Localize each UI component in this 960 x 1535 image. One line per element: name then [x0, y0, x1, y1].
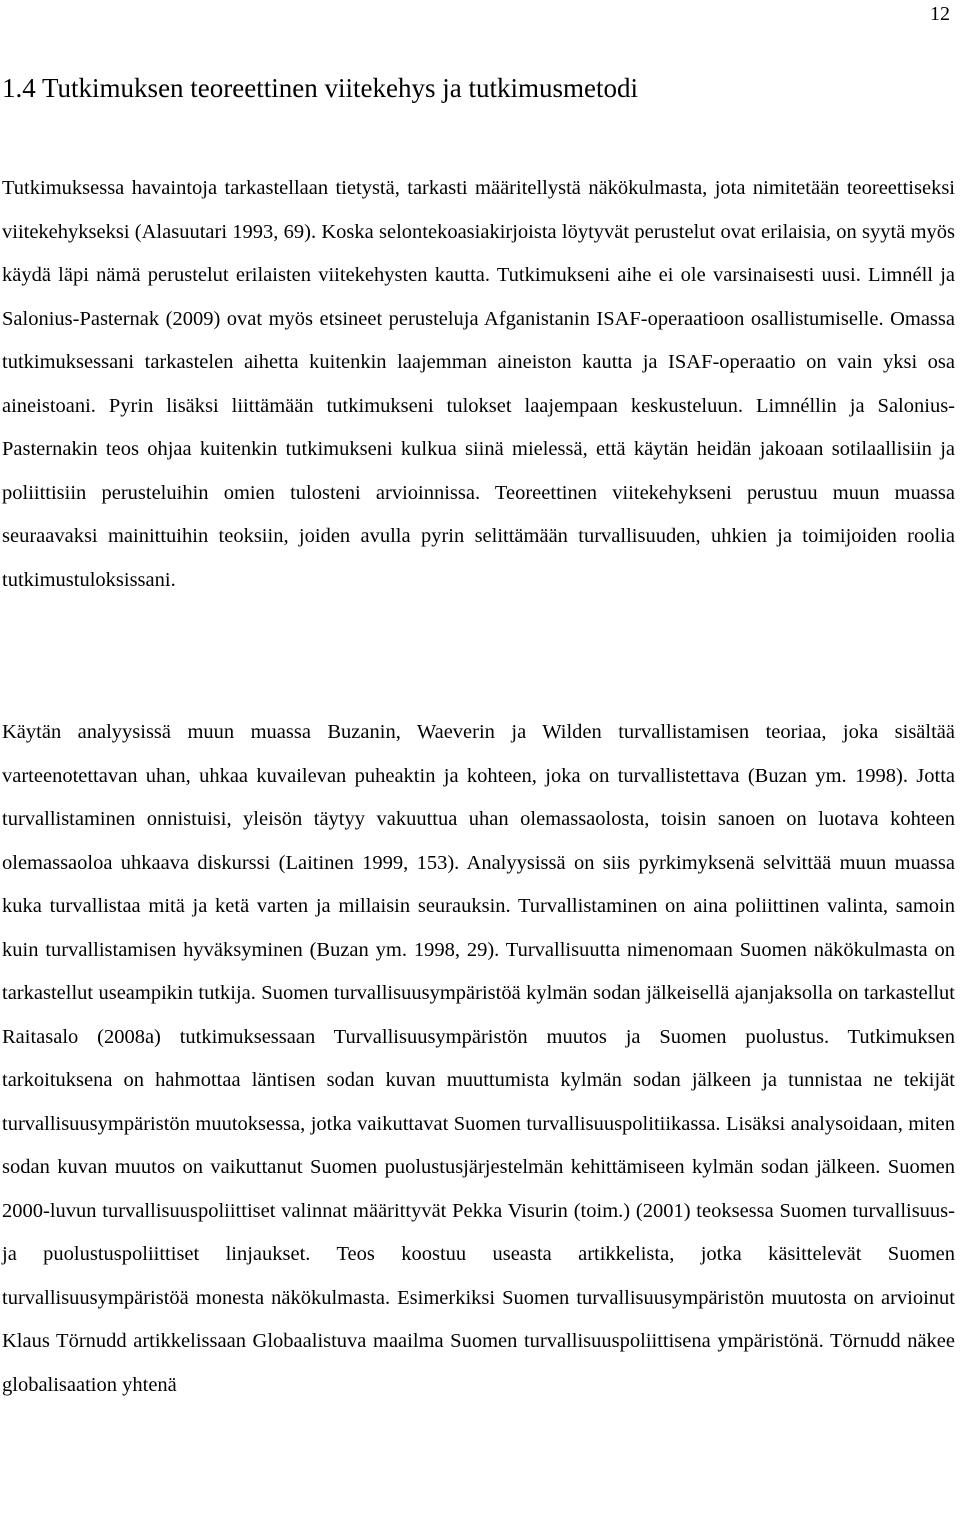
body-paragraph-2: Käytän analyysissä muun muassa Buzanin, Waeverin ja Wilden turvallistamisen teoriaa, joka sisältää varteenotettavan uhan, uhkaa kuvailevan puheaktin ja kohteen, joka on turvallistettava (Buzan ym. 1998). Jotta turvallistaminen onnistuisi, yleisön täytyy vakuuttua uhan olemassaolosta, toisin sanoen on luotava kohteen olemassaoloa uhkaava diskurssi (Laitinen 1999, 153). Analyysissä on siis pyrkimyksenä selvittää muun muassa kuka turvallistaa mitä ja ketä varten ja millaisin seurauksin. Turvallistaminen on aina poliittinen valinta, samoin kuin turvallistamisen hyväksyminen (Buzan ym. 1998, 29). Turvallisuutta nimenomaan Suomen näkökulmasta on tarkastellut useampikin tutkija. Suomen turvallisuusympäristöä kylmän sodan jälkeisellä ajanjaksolla on tarkastellut Raitasalo (2008a) tutkimuksessaan Turvallisuusympäristön muutos ja Suomen puolustus. Tutkimuksen tarkoituksena on hahmottaa läntisen sodan kuvan muuttumista kylmän sodan jälkeen ja tunnistaa ne tekijät turvallisuusympäristön muutoksessa, jotka vaikuttavat Suomen turvallisuuspolitiikassa. Lisäksi analysoidaan, miten sodan kuvan muutos on vaikuttanut Suomen puolustusjärjestelmän kehittämiseen kylmän sodan jälkeen. Suomen 2000-luvun turvallisuuspoliittiset valinnat määrittyvät Pekka Visurin (toim.) (2001) teoksessa Suomen turvallisuus- ja puolustuspoliittiset linjaukset. Teos koostuu useasta artikkelista, jotka käsittelevät Suomen turvallisuusympäristöä monesta näkökulmasta. Esimerkiksi Suomen turvallisuusympäristön muutosta on arvioinut Klaus Törnudd artikkelissaan Globaalistuva maailma Suomen turvallisuuspoliittisena ympäristönä. Törnudd näkee globalisaation yhtenä: [2, 721, 955, 1396]
page-number: 12: [930, 3, 950, 25]
body-paragraph-1: Tutkimuksessa havaintoja tarkastellaan tietystä, tarkasti määritellystä näkökulmasta, jota nimitetään teoreettiseksi viitekehykseksi (Alasuutari 1993, 69). Koska selontekoasiakirjoista löytyvät perustelut ovat erilaisia, on syytä myös käydä läpi nämä perustelut erilaisten viitekehysten kautta. Tutkimukseni aihe ei ole varsinaisesti uusi. Limnéll ja Salonius-Pasternak (2009) ovat myös etsineet perusteluja Afganistanin ISAF-operaatioon osallistumiselle. Omassa tutkimuksessani tarkastelen aihetta kuitenkin laajemman aineiston kautta ja ISAF-operaatio on vain yksi osa aineistoani. Pyrin lisäksi liittämään tutkimukseni tulokset laajempaan keskusteluun. Limnéllin ja Salonius-Pasternakin teos ohjaa kuitenkin tutkimukseni kulkua siinä mielessä, että käytän heidän jakoaan sotilaallisiin ja poliittisiin perusteluihin omien tulosteni arvioinnissa. Teoreettinen viitekehykseni perustuu muun muassa seuraavaksi mainittuihin teoksiin, joiden avulla pyrin selittämään turvallisuuden, uhkien ja toimijoiden roolia tutkimustuloksissani.: [2, 177, 955, 591]
section-heading: 1.4 Tutkimuksen teoreettinen viitekehys ja tutkimusmetodi: [2, 73, 638, 103]
